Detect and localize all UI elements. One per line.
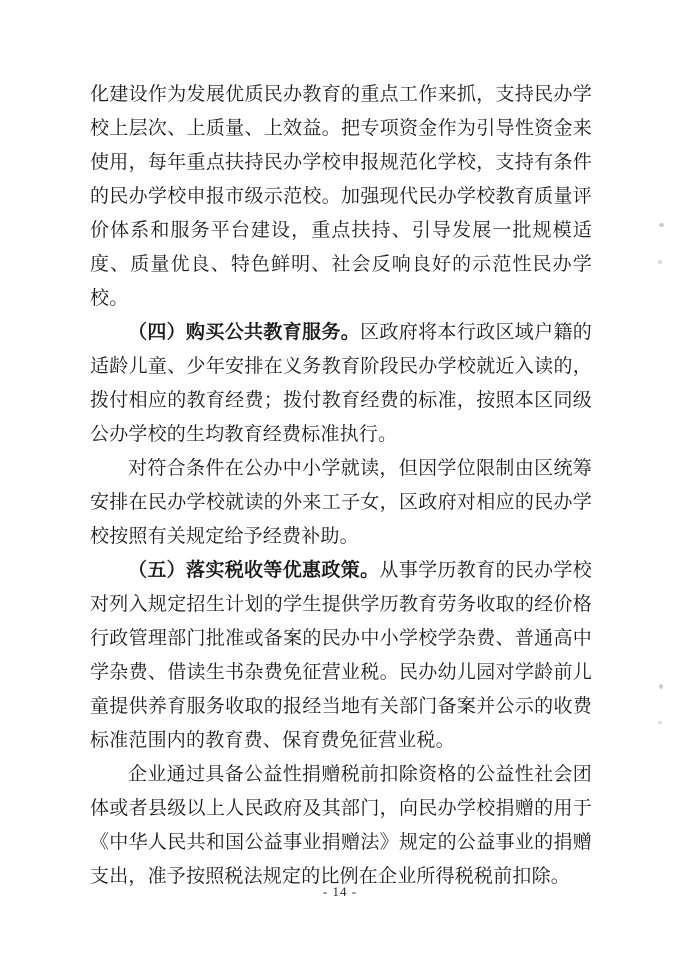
paragraph-section-5 [90,554,592,758]
paragraph-text: 化建设作为发展优质民办教育的重点工作来抓，支持民办学校上层次、上质量、上效益。把专项资金作为引导性资金来使用，每年重点扶持民办学校申报规范化学校，支持有条件的民办学校申报市级示范校。加强现代民办学校教育质量评价体系和服务平台建设，重点扶持、引导发展一批规模适度、质量优良、特色鲜明、社会反响良好的示范性民办学校。 [90,84,592,309]
paragraph-text: 从事学历教育的民办学校对列入规定招生计划的学生提供学历教育劳务收取的经价格行政管理部门批准或备案的民办中小学校学杂费、普通高中学杂费、借读生书杂费免征营业税。民办幼儿园对学龄前儿童提供养育服务收取的报经当地有关部门备案并公示的收费标准范围内的教育费、保育费免征营业税。 [90,560,592,751]
paragraph-subsidy [90,452,592,554]
paragraph-continuation [90,78,592,316]
section-heading-4: （四）购买公共教育服务。 [128,322,361,343]
document-body [90,78,592,894]
scan-artifact [659,684,663,689]
scan-artifact [658,260,662,264]
scan-artifact [658,721,662,724]
paragraph-text: 企业通过具备公益性捐赠税前扣除资格的公益性社会团体或者县级以上人民政府及其部门，向民办学校捐赠的用于《中华人民共和国公益事业捐赠法》规定的公益事业的捐赠支出，准予按照税法规定的比例在企业所得税税前扣除。 [90,764,592,887]
section-heading-5: （五）落实税收等优惠政策。 [128,560,380,581]
paragraph-section-4 [90,316,592,452]
page-number: - 14 - [322,884,358,899]
scan-artifact [659,223,664,227]
paragraph-text: 对符合条件在公办中小学就读，但因学位限制由区统筹安排在民办学校就读的外来工子女，区政府对相应的民办学校按照有关规定给予经费补助。 [90,458,592,547]
paragraph-donation-tax [90,758,592,894]
paragraph-text: 区政府将本行政区域户籍的适龄儿童、少年安排在义务教育阶段民办学校就近入读的，拨付相应的教育经费；拨付教育经费的标准，按照本区同级公办学校的生均教育经费标准执行。 [90,322,593,445]
